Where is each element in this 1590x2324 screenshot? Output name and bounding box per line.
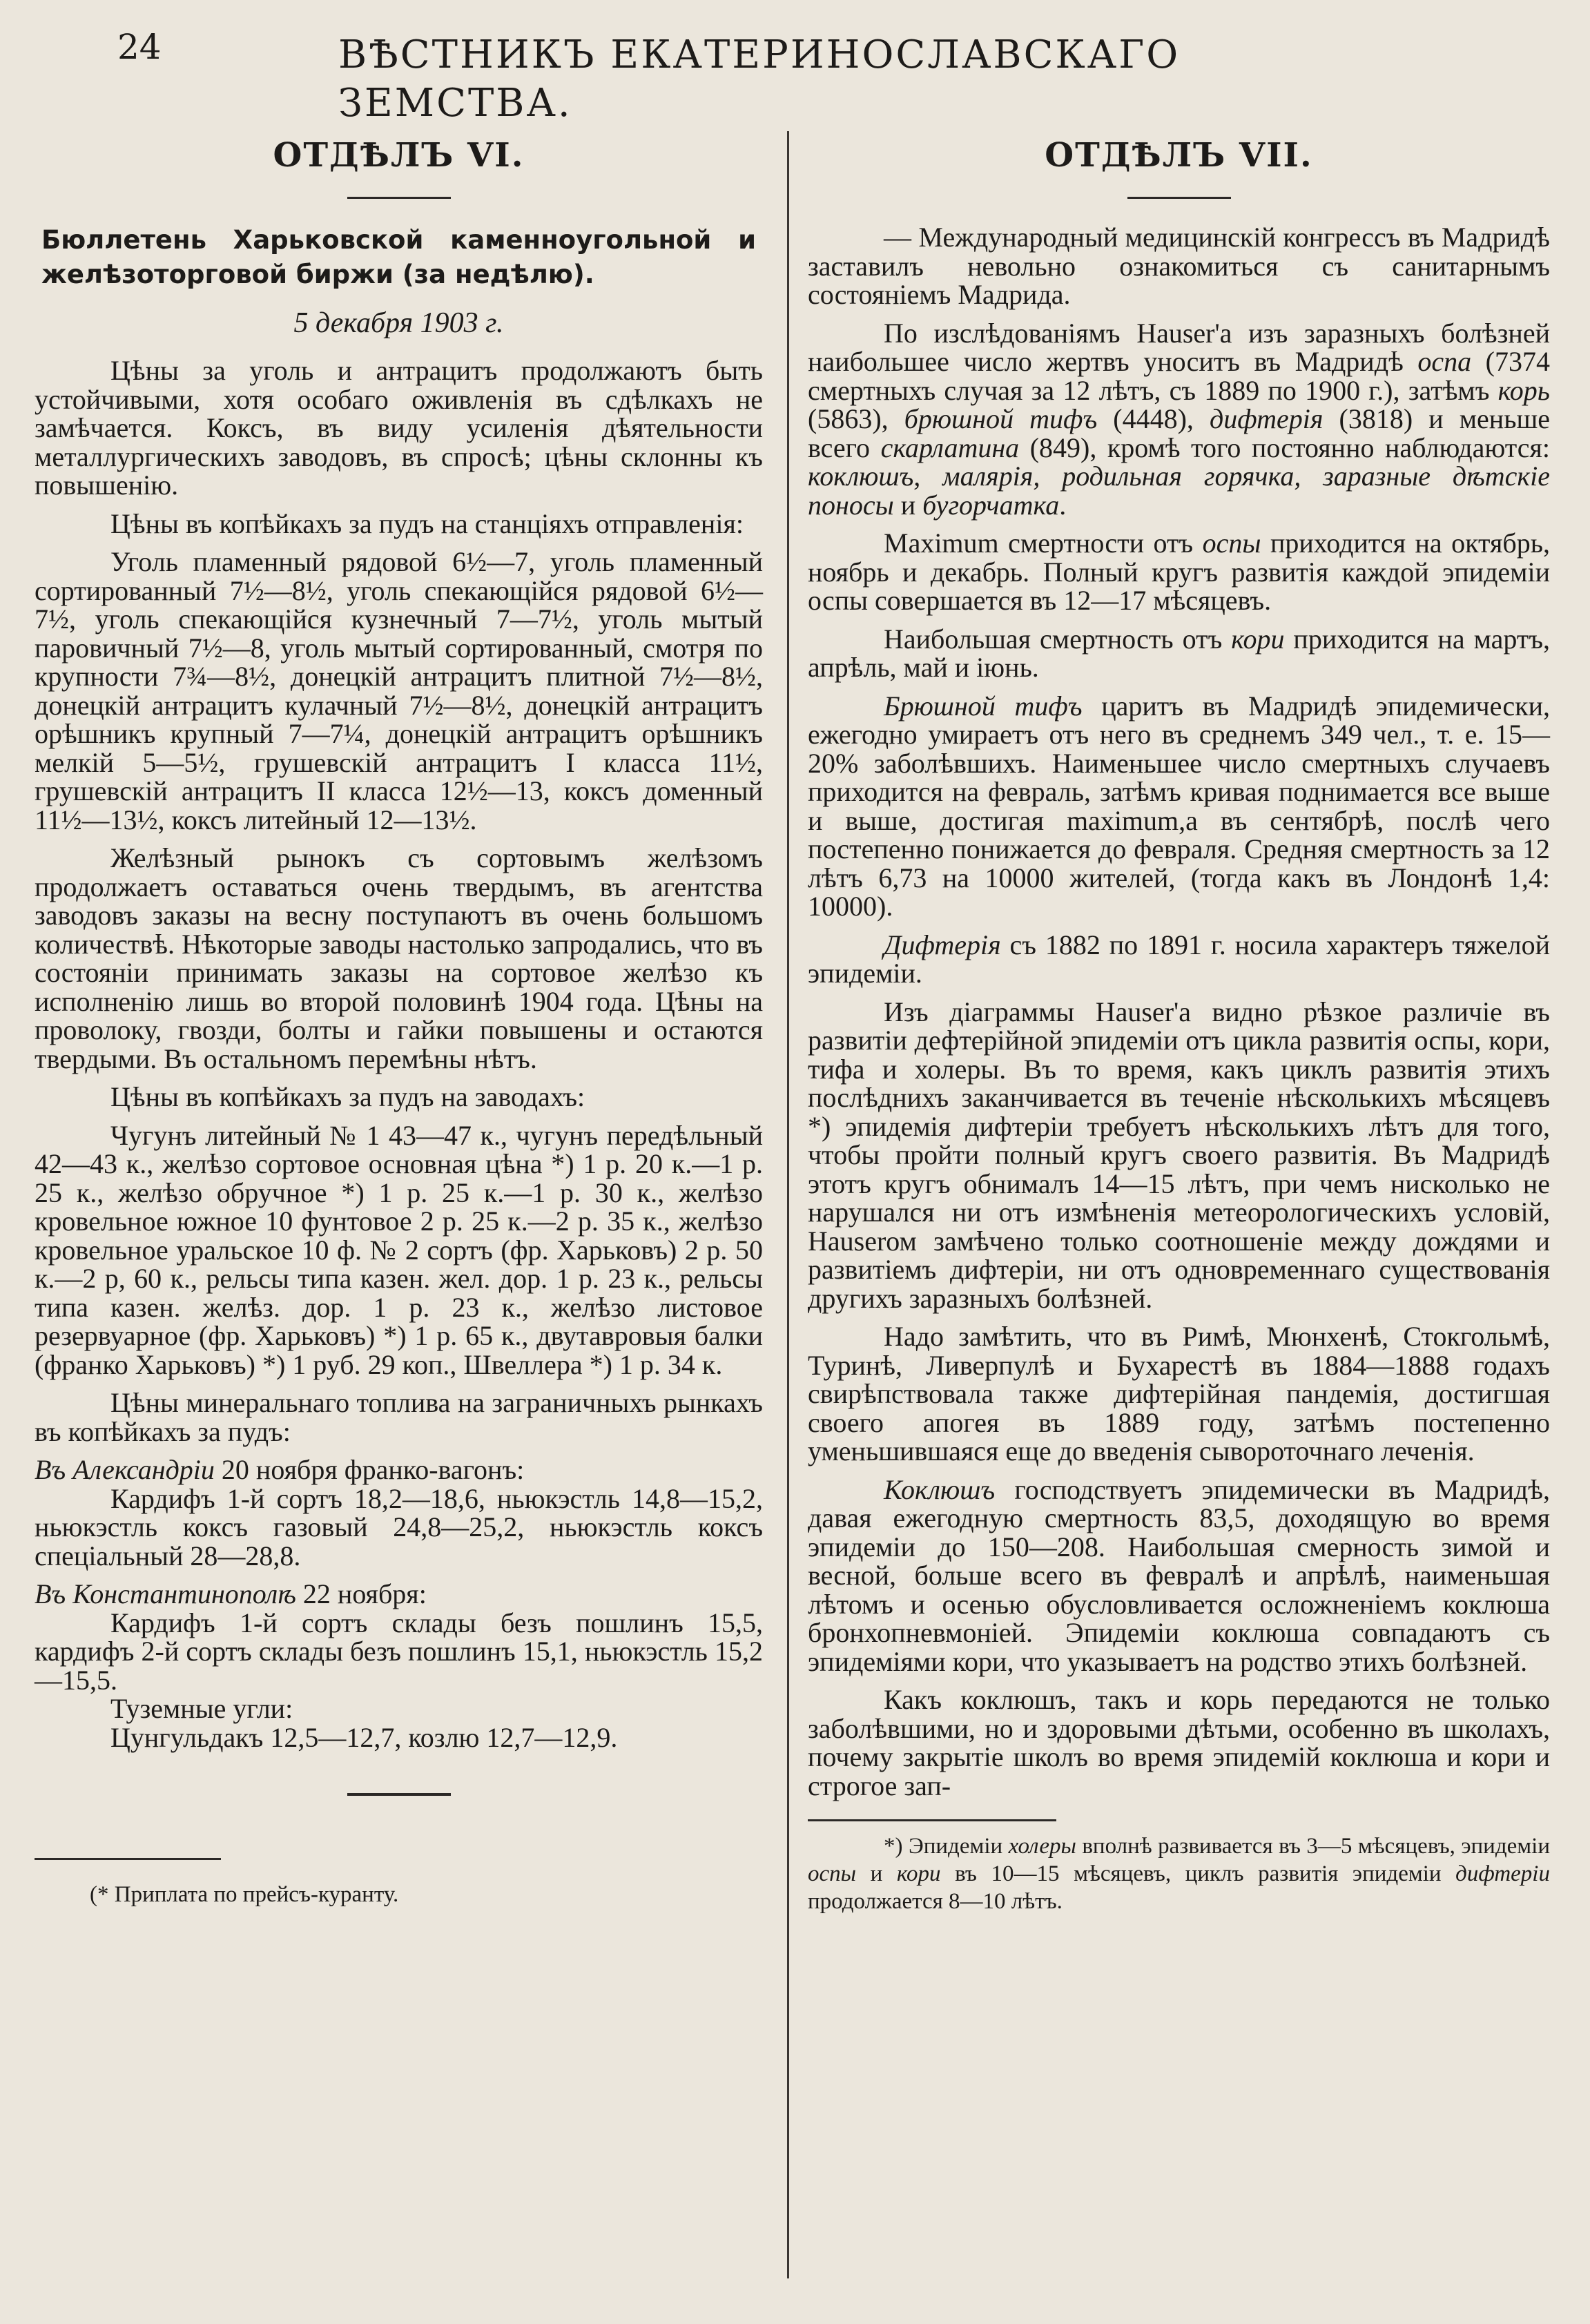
footnote-rule xyxy=(35,1858,221,1860)
paragraph-smallpox: Maximum смертности отъ оспы приходится на октябрь, ноябрь и декабрь. Полный кругъ развитія каждой эпидеміи оспы совершается въ 12—17 мѣсяцевъ. xyxy=(808,527,1550,616)
paragraph-congress: — Международный медицинскій конгрессъ въ Мадридѣ заставилъ невольно ознакомиться съ санитарнымъ состояніемъ Мадрида. xyxy=(808,222,1550,310)
paragraph-transmission: Какъ коклюшъ, такъ и корь передаются не только заболѣвшими, но и здоровыми дѣтьми, особенно въ школахъ, почему закрытіе школъ во время эпидемій коклюша и кори и строгое зап- xyxy=(808,1684,1550,1801)
section-title-vi: ОТДѢЛЪ VI. xyxy=(273,136,525,175)
paragraph-iron-list: Чугунъ литейный № 1 43—47 к., чугунъ передѣльный 42—43 к., желѣзо сортовое основная цѣна *) 1 р. 20 к.—1 р. 25 к., желѣзо обручное *) 1 р. 25 к.—1 р. 30 к., желѣзо кровельное южное 10 фунтовое 2 р. 25 к.—2 р. 35 к., желѣзо кровельное уральское 10 ф. № 2 сортъ (фр. Харьковъ) 2 р. 50 к.—2 р, 60 к., рельсы типа казен. жел. дор. 1 р. 23 к., рельсы типа казен. желѣз. дор. 1 р. 23 к., желѣзо листовое резервуарное (фр. Харьковъ) *) 1 р. 65 к., двутавровыя балки (франко Харьковъ) *) 1 руб. 29 коп., Швеллера *) 1 р. 34 к. xyxy=(35,1119,763,1380)
paragraph-whooping-cough: Коклюшъ господствуетъ эпидемически въ Мадридѣ, давая ежегодную смертность 83,5, доходящую во время эпидеміи до 150—208. Наибольшая смерность зимой и весной, больше всего въ февралѣ и апрѣлѣ, наименьшая лѣтомъ и осенью обусловливается осложненіемъ коклюша бронхопневмоніей. Эпидеміи коклюша совпадаютъ съ эпидеміями кори, что указываетъ на родство этихъ болѣзней. xyxy=(808,1473,1550,1677)
constantinople-heading: Въ Константинополѣ 22 ноября: xyxy=(35,1578,427,1609)
paragraph-measles: Наибольшая смертность отъ кори приходится на мартъ, апрѣль, май и іюнь. xyxy=(808,623,1550,683)
paragraph-stations-heading: Цѣны въ копѣйкахъ за пудъ на станціяхъ отправленія: xyxy=(110,507,744,539)
paragraph-diagram: Изъ діаграммы Hauser'а видно рѣзкое различіе въ развитіи дефтерійной эпидеміи отъ цикла развитія оспы, кори, тифа и холеры. Въ то время, какъ циклъ развитія этихъ послѣднихъ заканчивается въ теченіе нѣсколькихъ мѣсяцевъ *) эпидемія дифтеріи требуетъ нѣсколькихъ лѣтъ для того, чтобы пройти полный кругъ своего развитія. Въ Мадридѣ этотъ кругъ обнималъ 14—15 лѣтъ, при чемъ нисколько не нарушался ни отъ измѣненія метеорологическихъ условій, Hauserом замѣчено только соотношеніе между дождями и развитіемъ дифтеріи, ни отъ одновременнаго существованія другихъ заразныхъ болѣзней. xyxy=(808,996,1550,1314)
paragraph-diphtheria: Дифтерія съ 1882 по 1891 г. носила характеръ тяжелой эпидеміи. xyxy=(808,929,1550,989)
native-coal-prices: Цунгульдакъ 12,5—12,7, козлю 12,7—12,9. xyxy=(110,1721,618,1753)
paragraph-typhoid: Брюшной тифъ царитъ въ Мадридѣ эпидемически, ежегодно умираетъ отъ него въ среднемъ 349 чел., т. е. 15—20% заболѣвшихъ. Наименьшее число смертныхъ случаевъ приходится на февраль, затѣмъ кривая поднимается все выше и выше, достигая maximum,а въ сентябрѣ, послѣ чего постепенно понижается до февраля. Средняя смертность за 12 лѣтъ 6,73 на 10000 жителей, (тогда какъ въ Лондонѣ 1,4: 10000). xyxy=(808,690,1550,922)
bulletin-date: 5 декабря 1903 г. xyxy=(293,307,504,339)
native-coal-heading: Туземные угли: xyxy=(110,1693,293,1724)
section-title-vii: ОТДѢЛЪ VII. xyxy=(1045,136,1313,175)
bulletin-title: Бюллетень Харьковской каменноугольной и желѣзоторговой биржи (за недѣлю). xyxy=(41,225,756,289)
paragraph-pandemic: Надо замѣтить, что въ Римѣ, Мюнхенѣ, Стокгольмѣ, Туринѣ, Ливерпулѣ и Бухарестѣ въ 1884—1888 годахъ свирѣпствовала также дифтерійная пандемія, достигшая своего апогея въ 1889 году, затѣмъ постепенно уменьшившаяся еще до введенія сывороточнаго леченія. xyxy=(808,1321,1550,1466)
title-rule xyxy=(347,197,451,199)
alexandria-heading: Въ Александріи 20 ноября франко-вагонъ: xyxy=(35,1454,525,1485)
alexandria-prices: Кардифъ 1-й сортъ 18,2—18,6, ньюкэстль 14,8—15,2, ньюкэстль коксъ газовый 24,8—25,2, ньюкэстль коксъ спеціальный 28—28,8. xyxy=(35,1482,763,1571)
footnote-left: (* Приплата по прейсъ-куранту. xyxy=(90,1882,399,1907)
right-column xyxy=(808,135,1550,1915)
paragraph-coal-prices: Цѣны за уголь и антрацитъ продолжаютъ быть устойчивыми, хотя особаго оживленія въ сдѣлкахъ не замѣчается. Коксъ, въ виду усиленія дѣятельности металлургическихъ заводовъ, въ спросѣ; цѣны склонны къ повышенію. xyxy=(35,355,763,501)
paragraph-coal-list: Уголь пламенный рядовой 6½—7, уголь пламенный сортированный 7½—8½, уголь спекающійся рядовой 6½—7½, уголь спекающійся кузнечный 7—7½, уголь мытый паровичный 7½—8, уголь мытый сортированный, смотря по крупности 7¾—8½, донецкій антрацитъ плитной 7½—8½, донецкій антрацитъ кулачный 7½—8½, донецкій антрацитъ орѣшникъ крупный 7—7¼, донецкій антрацитъ орѣшникъ мелкій 5—5½, грушевскій антрацитъ I класса 11½, грушевскій антрацитъ II класса 12½—13, коксъ доменный 11½—13½, коксъ литейный 12—13½. xyxy=(35,546,763,835)
journal-title: ВѢСТНИКЪ ЕКАТЕРИНОСЛАВСКАГО ЗЕМСТВА. xyxy=(338,32,1181,126)
left-column xyxy=(35,135,763,1908)
page-number: 24 xyxy=(117,27,162,67)
paragraph-diseases: По изслѣдованіямъ Hauser'а изъ заразныхъ болѣзней наибольшее число жертвъ уноситъ въ Мадридѣ оспа (7374 смертныхъ случая за 12 лѣтъ, съ 1889 по 1900 г.), затѣмъ корь (5863), брюшной тифъ (4448), дифтерія (3818) и меньше всего скарлатина (849), кромѣ того постоянно наблюдаются: коклюшъ, малярія, родильная горячка, заразные дѣтскіе поносы и бугорчатка. xyxy=(808,317,1551,521)
title-rule xyxy=(1127,197,1231,199)
footnote-right: *) Эпидеміи холеры вполнѣ развивается въ 3—5 мѣсяцевъ, эпидеміи оспы и кори въ 10—15 мѣсяцевъ, циклъ развитія эпидеміи дифтеріи продолжается 8—10 лѣтъ. xyxy=(808,1834,1550,1914)
section-end-rule xyxy=(347,1793,451,1796)
paragraph-foreign-heading: Цѣны минеральнаго топлива на заграничныхъ рынкахъ въ копѣйкахъ за пудъ: xyxy=(35,1387,763,1447)
paragraph-plants-heading: Цѣны въ копѣйкахъ за пудъ на заводахъ: xyxy=(110,1081,585,1112)
column-divider xyxy=(787,131,789,2278)
constantinople-prices: Кардифъ 1-й сортъ склады безъ пошлинъ 15,5, кардифъ 2-й сортъ склады безъ пошлинъ 15,1, ньюкэстль 15,2—15,5. xyxy=(35,1607,763,1696)
footnote-rule xyxy=(808,1819,1056,1821)
paragraph-iron-market: Желѣзный рынокъ съ сортовымъ желѣзомъ продолжаетъ оставаться очень твердымъ, въ агентства заводовъ заказы на весну поступаютъ въ очень большомъ количествѣ. Нѣкоторые заводы настолько запродались, что въ состояніи принимать заказы на сортовое желѣзо къ исполненію лишь во второй половинѣ 1904 года. Цѣны на проволоку, гвозди, болты и гайки повышены и остаются твердыми. Въ остальномъ перемѣны нѣтъ. xyxy=(35,842,763,1074)
